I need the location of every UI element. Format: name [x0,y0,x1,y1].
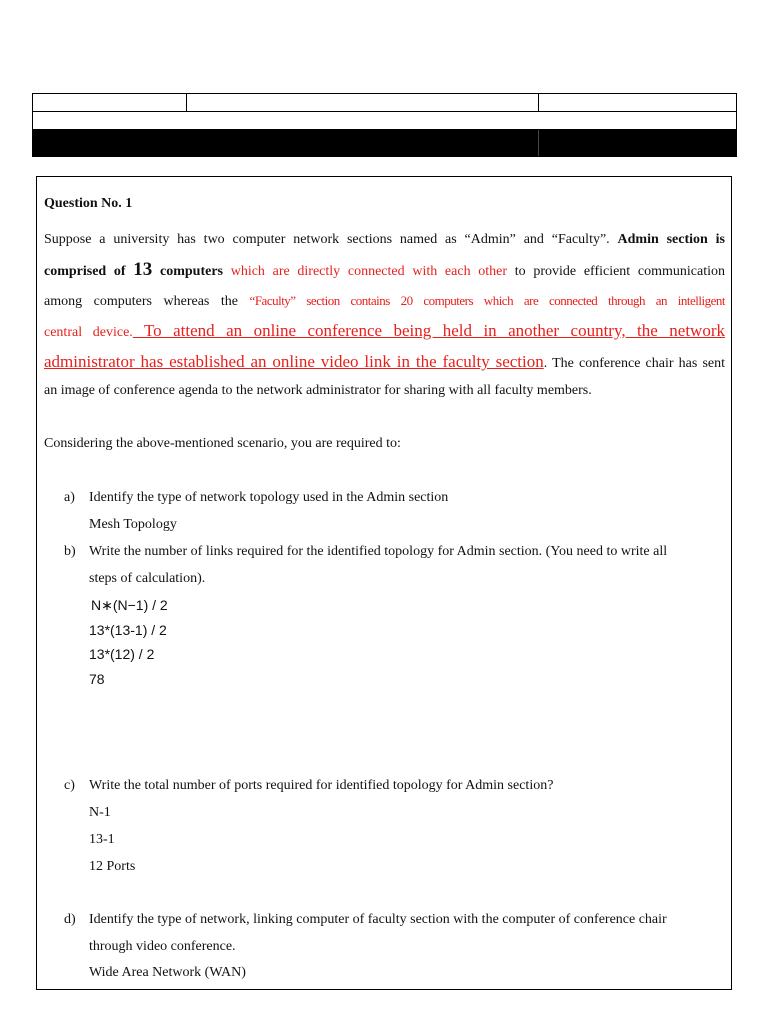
scenario-line-2 [44,259,725,280]
item-marker: b) [64,544,76,559]
scenario-line-5 [44,354,725,372]
scenario-line-3 [44,293,725,310]
item-marker: d) [64,912,76,927]
scenario-text: . The conference chair has sent [543,356,726,371]
scenario-red-underlined-text: To attend an online conference being held in another country, the network [132,321,725,340]
scenario-text: to provide efficient communication [507,264,725,279]
question-heading: Question No. 1 [44,196,133,211]
instruction-text: Considering the above-mentioned scenario, you are required to: [44,436,401,451]
item-marker: a) [64,490,75,505]
scenario-bold-text: comprised of [44,264,134,279]
scenario-line-1 [44,232,725,248]
scenario-red-text: which are directly connected with each other [223,264,508,279]
header-dark-cell [33,130,539,157]
scenario-red-text: “Faculty” section contains 20 computers which are connected through an intelligent [249,293,725,308]
item-question-line: through video conference. [89,939,236,954]
scenario-line-4 [44,323,725,341]
item-answer: 12 Ports [89,859,136,874]
item-question-line: Identify the type of network, linking computer of faculty section with the computer of conference chair [89,912,667,927]
item-question-line: Identify the type of network topology used in the Admin section [89,490,449,505]
item-answer: 13*(12) / 2 [89,646,155,662]
header-cell [187,94,539,112]
header-cell [33,112,737,130]
scenario-red-underlined-text: administrator has established an online video link in the faculty section [44,352,544,371]
header-cell [539,94,737,112]
scenario-bold-text: computers [152,264,223,279]
item-answer: 13*(13-1) / 2 [89,622,167,638]
item-question-line: Write the number of links required for the identified topology for Admin section. (You need to write all [89,544,668,559]
item-answer: 78 [89,671,105,687]
item-answer: 13-1 [89,832,115,847]
item-answer: N-1 [89,805,111,820]
item-answer: Mesh Topology [89,517,177,532]
header-table [32,93,737,157]
scenario-bold-text: Admin section is [617,232,725,247]
item-question-line: Write the total number of ports required for identified topology for Admin section? [89,778,554,793]
header-dark-cell [539,130,737,157]
header-cell [33,94,187,112]
scenario-red-text: central device. [44,325,133,340]
scenario-line-6: an image of conference agenda to the network administrator for sharing with all faculty members. [44,383,592,398]
item-answer: Wide Area Network (WAN) [89,965,246,980]
scenario-number: 13 [133,259,153,280]
scenario-text: Suppose a university has two computer network sections named as “Admin” and “Faculty”. [44,232,618,247]
item-marker: c) [64,778,75,793]
question-box [36,176,732,990]
scenario-text: among computers whereas the [44,294,250,309]
item-question-line: steps of calculation). [89,571,206,586]
item-answer: N∗(N−1) / 2 [91,597,168,613]
